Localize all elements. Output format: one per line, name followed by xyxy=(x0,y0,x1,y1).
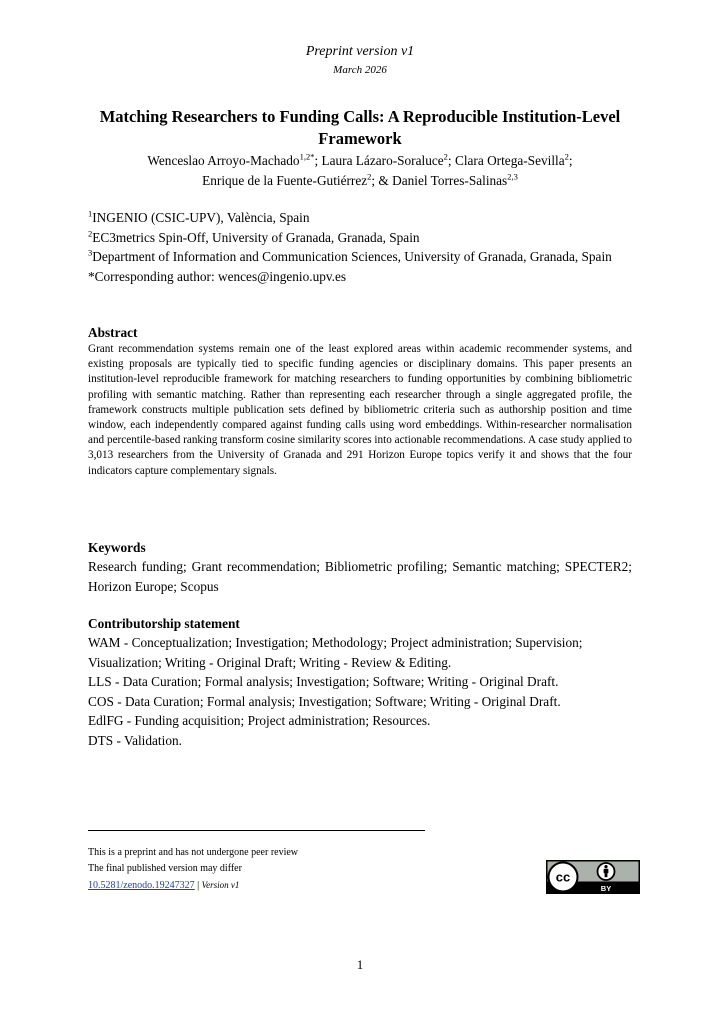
author-name: Daniel Torres-Salinas xyxy=(392,173,508,188)
author-affiliation-marker: 2,3 xyxy=(507,171,518,182)
author-affiliation-marker: 2 xyxy=(367,171,372,182)
author-name: Wenceslao Arroyo-Machado xyxy=(147,153,300,168)
author-separator: ; & xyxy=(371,173,393,188)
author-affiliation-marker: 2 xyxy=(564,151,569,162)
author-affiliation-marker: 1,2* xyxy=(299,151,315,162)
by-person-icon xyxy=(598,863,615,880)
footer-version-label: Version v1 xyxy=(201,880,240,890)
contributorship-heading: Contributorship statement xyxy=(88,616,240,631)
contributorship-section xyxy=(88,615,632,750)
contributorship-line: DTS - Validation. xyxy=(88,732,182,748)
abstract-text: Grant recommendation systems remain one of the least explored areas within academic recommender systems, and existing proposals are typically tied to specific funding agencies or disciplinary domains. This paper presents an institution-level reproducible framework for matching researchers to funding opportunities by combining bibliometric profiling with semantic matching. Rather than representing each researcher through a single aggregated profile, the framework constructs multiple publication sets defined by bibliometric criteria such as authorship position and time window, each independently compared against funding calls using word embeddings. Within-researcher normalisation and percentile-based ranking transform cosine similarity scores into actionable recommendations. A case study applied to 3,013 researchers from the University of Granada and 291 Horizon Europe topics verify it and shows that the four indicators capture complementary signals. xyxy=(88,343,632,477)
affiliation-item xyxy=(88,247,632,267)
author-name: Clara Ortega-Sevilla xyxy=(454,153,565,168)
contributorship-line: LLS - Data Curation; Formal analysis; Investigation; Software; Writing - Original Draft. xyxy=(88,674,559,689)
affiliation-item xyxy=(88,228,632,248)
keywords-section xyxy=(88,539,632,596)
preprint-date-label: March 2026 xyxy=(333,64,387,76)
keywords-heading: Keywords xyxy=(88,540,146,555)
page-number: 1 xyxy=(356,957,364,972)
affiliation-text: EC3metrics Spin-Off, University of Granada, Granada, Spain xyxy=(92,229,420,245)
by-label: BY xyxy=(600,884,612,893)
preprint-version-label: Preprint version v1 xyxy=(305,44,415,59)
affiliation-marker: 2 xyxy=(88,228,93,239)
abstract-heading: Abstract xyxy=(88,325,138,340)
paper-title: Matching Researchers to Funding Calls: A Reproducible Institution-Level Framework xyxy=(99,107,621,148)
cc-by-license-badge[interactable] xyxy=(546,860,640,894)
author-name: Enrique de la Fuente-Gutiérrez xyxy=(202,173,368,188)
doi-separator: | xyxy=(194,880,202,891)
affiliation-marker: 1 xyxy=(88,208,93,219)
cc-by-badge-graphic xyxy=(546,860,640,894)
author-separator: ; xyxy=(314,153,322,168)
contributorship-line: WAM - Conceptualization; Investigation; Methodology; Project administration; Supervision; Visualization; Writing - Original Draft; Writing - Review & Editing. xyxy=(88,635,583,670)
footer-divider xyxy=(88,830,425,831)
doi-line xyxy=(88,877,298,894)
preprint-notice-line: The final published version may differ xyxy=(88,863,242,874)
preprint-footnote xyxy=(88,845,298,894)
affiliation-text: INGENIO (CSIC-UPV), València, Spain xyxy=(92,210,310,225)
affiliation-item xyxy=(88,208,632,228)
author-name: Laura Lázaro-Soraluce xyxy=(321,153,444,168)
affiliation-marker: 3 xyxy=(88,247,93,258)
cc-icon-label: cc xyxy=(555,869,571,885)
abstract-section xyxy=(88,324,632,479)
affiliations-block xyxy=(88,208,632,286)
contributorship-line: EdlFG - Funding acquisition; Project administration; Resources. xyxy=(88,713,431,728)
affiliation-text: Department of Information and Communication Sciences, University of Granada, Granada, Spain xyxy=(92,249,612,264)
doi-link[interactable]: 10.5281/zenodo.19247327 xyxy=(88,880,195,891)
author-separator: ; xyxy=(447,153,455,168)
cc-icon xyxy=(549,863,578,892)
contributorship-line: COS - Data Curation; Formal analysis; Investigation; Software; Writing - Original Draft. xyxy=(88,693,561,709)
corresponding-author: *Corresponding author: wences@ingenio.upv.es xyxy=(88,268,347,284)
author-affiliation-marker: 2 xyxy=(443,151,448,162)
author-list xyxy=(88,151,632,191)
keywords-text: Research funding; Grant recommendation; Bibliometric profiling; Semantic matching; SPECTER2; Horizon Europe; Scopus xyxy=(88,559,632,594)
preprint-notice-line: This is a preprint and has not undergone peer review xyxy=(88,847,299,858)
author-separator: ; xyxy=(568,153,573,168)
